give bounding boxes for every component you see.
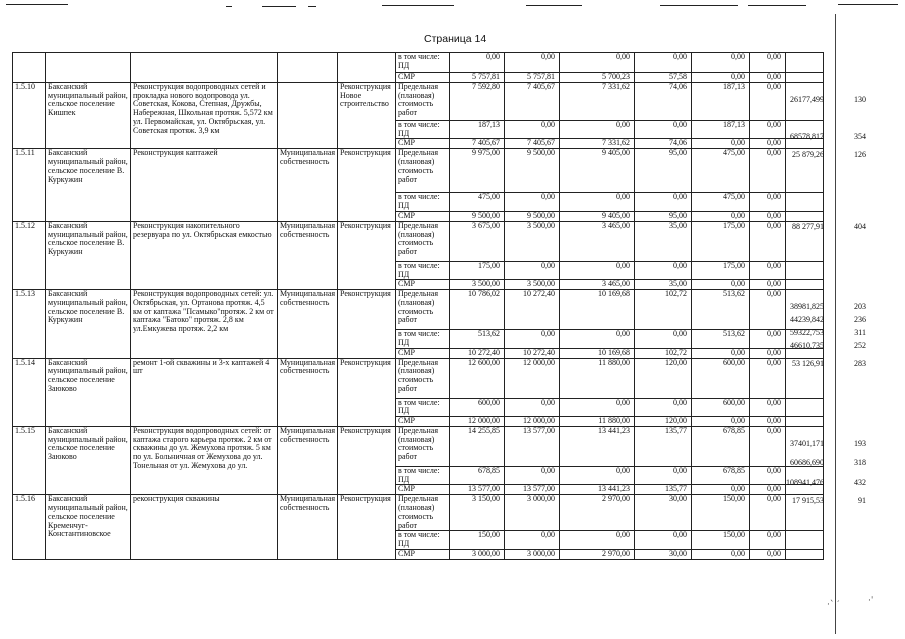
value-cell: 175,00 bbox=[450, 261, 505, 279]
smr-label: СМР bbox=[396, 139, 450, 149]
budget-table bbox=[12, 52, 824, 560]
pd-label: в том числе: ПД bbox=[396, 398, 450, 416]
cost-label: Предельная (плановая) стоимость работ bbox=[396, 358, 450, 398]
margin-total: 25 879,26 bbox=[792, 149, 824, 159]
scan-mark bbox=[262, 6, 296, 7]
margin-total: 44239,842 bbox=[790, 314, 824, 324]
value-cell: 0,00 bbox=[505, 53, 560, 73]
value-cell: 0,00 bbox=[505, 531, 560, 549]
value-cell: 0,00 bbox=[750, 417, 786, 427]
value-cell: 0,00 bbox=[560, 193, 635, 211]
project-cost-row bbox=[13, 221, 824, 261]
blank-cell bbox=[786, 398, 824, 416]
margin-code: 126 bbox=[854, 149, 866, 159]
scan-mark bbox=[660, 5, 738, 6]
value-cell: 0,00 bbox=[635, 53, 692, 73]
scan-mark bbox=[838, 4, 898, 5]
margin-code: 311 bbox=[854, 328, 866, 337]
work-type: Реконструкция bbox=[338, 495, 396, 559]
margin-total: 60686,690 bbox=[790, 458, 824, 468]
value-cell: 0,00 bbox=[635, 330, 692, 348]
value-cell: 120,00 bbox=[635, 417, 692, 427]
blank-cell bbox=[786, 280, 824, 290]
value-cell: 0,00 bbox=[750, 83, 786, 121]
value-cell: 10 272,40 bbox=[450, 348, 505, 358]
value-cell: 678,85 bbox=[450, 467, 505, 485]
value-cell: 35,00 bbox=[635, 280, 692, 290]
value-cell: 30,00 bbox=[635, 495, 692, 531]
pd-label: в том числе: ПД bbox=[396, 121, 450, 139]
ownership-type: Муниципальная собственность bbox=[278, 290, 338, 358]
pd-label: в том числе: ПД bbox=[396, 531, 450, 549]
value-cell: 678,85 bbox=[692, 427, 750, 467]
value-cell: 9 500,00 bbox=[505, 149, 560, 193]
margin-rule bbox=[835, 14, 836, 634]
value-cell: 7 331,62 bbox=[560, 139, 635, 149]
value-cell: 0,00 bbox=[635, 121, 692, 139]
margin-total: 46610,735 bbox=[790, 341, 824, 351]
ownership-type bbox=[278, 83, 338, 149]
value-cell: 0,00 bbox=[750, 221, 786, 261]
pd-label: в том числе: ПД bbox=[396, 330, 450, 348]
work-type: Реконструкция bbox=[338, 427, 396, 495]
project-cost-row bbox=[13, 358, 824, 398]
ownership-type: Муниципальная собственность bbox=[278, 221, 338, 289]
municipality-cell bbox=[46, 53, 131, 83]
value-cell: 13 441,23 bbox=[560, 485, 635, 495]
work-type: Реконструкция bbox=[338, 221, 396, 289]
row-label: в том числе: ПД bbox=[396, 53, 450, 73]
value-cell: 678,85 bbox=[692, 467, 750, 485]
object-description: Реконструкция водопроводных сетей и прокладка нового водопровода ул. Советская, Кокова, Степная, Дружбы, Набережная, Школьная протяж. 5,572 км ул. Первомайская, ул. Октябрьская, ул. Советская протяж. 3,9 км bbox=[131, 83, 278, 149]
value-cell: 0,00 bbox=[692, 280, 750, 290]
smr-label: СМР bbox=[396, 211, 450, 221]
project-cost-row bbox=[13, 83, 824, 121]
carryover-row bbox=[13, 53, 824, 73]
value-cell: 0,00 bbox=[750, 485, 786, 495]
scan-mark bbox=[526, 5, 582, 6]
smr-label: СМР bbox=[396, 417, 450, 427]
value-cell: 187,13 bbox=[450, 121, 505, 139]
cost-label: Предельная (плановая) стоимость работ bbox=[396, 427, 450, 467]
project-cost-row bbox=[13, 427, 824, 467]
value-cell: 14 255,85 bbox=[450, 427, 505, 467]
value-cell: 0,00 bbox=[692, 549, 750, 559]
pd-label: в том числе: ПД bbox=[396, 193, 450, 211]
value-cell: 0,00 bbox=[505, 398, 560, 416]
value-cell: 3 150,00 bbox=[450, 495, 505, 531]
value-cell: 0,00 bbox=[505, 330, 560, 348]
value-cell: 0,00 bbox=[750, 193, 786, 211]
value-cell: 102,72 bbox=[635, 290, 692, 330]
value-cell: 10 169,68 bbox=[560, 348, 635, 358]
value-cell: 0,00 bbox=[750, 330, 786, 348]
margin-total: 38981,825 bbox=[790, 301, 824, 311]
value-cell: 0,00 bbox=[505, 193, 560, 211]
project-number: 1.5.13 bbox=[13, 290, 46, 358]
value-cell: 13 577,00 bbox=[505, 427, 560, 467]
value-cell: 12 000,00 bbox=[505, 358, 560, 398]
value-cell: 9 500,00 bbox=[505, 211, 560, 221]
project-number: 1.5.10 bbox=[13, 83, 46, 149]
value-cell: 0,00 bbox=[560, 330, 635, 348]
work-type: Реконструкция Новое строительство bbox=[338, 83, 396, 149]
value-cell: 3 465,00 bbox=[560, 221, 635, 261]
value-cell: 0,00 bbox=[750, 290, 786, 330]
object-description: Реконструкция водопроводных сетей: от каптажа старого карьера протяж. 2 км от скважины до ул. Жемухова протяж. 5 км по ул. Больничная от Жемухова до ул. Тонельная от ул. Жемухова до ул. bbox=[131, 427, 278, 495]
value-cell: 0,00 bbox=[560, 467, 635, 485]
value-cell: 95,00 bbox=[635, 149, 692, 193]
cost-label: Предельная (плановая) стоимость работ bbox=[396, 290, 450, 330]
value-cell: 600,00 bbox=[692, 358, 750, 398]
value-cell: 0,00 bbox=[505, 467, 560, 485]
value-cell: 9 975,00 bbox=[450, 149, 505, 193]
scan-smudge: ·ˋ ′ bbox=[827, 600, 840, 610]
value-cell: 0,00 bbox=[750, 531, 786, 549]
blank-cell bbox=[786, 193, 824, 211]
value-cell: 175,00 bbox=[692, 261, 750, 279]
scan-mark bbox=[6, 4, 68, 5]
project-cost-row bbox=[13, 290, 824, 330]
value-cell: 0,00 bbox=[750, 348, 786, 358]
value-cell: 0,00 bbox=[560, 398, 635, 416]
value-cell: 2 970,00 bbox=[560, 549, 635, 559]
margin-code: 318 bbox=[854, 458, 866, 468]
ownership-type: Муниципальная собственность bbox=[278, 149, 338, 221]
value-cell: 0,00 bbox=[560, 121, 635, 139]
margin-code: 203 bbox=[854, 301, 866, 311]
value-cell: 7 592,80 bbox=[450, 83, 505, 121]
municipality-name: Баксанский муниципальный район, сельское поселение В. Куркужин bbox=[46, 221, 131, 289]
value-cell: 10 272,40 bbox=[505, 348, 560, 358]
value-cell: 0,00 bbox=[692, 53, 750, 73]
margin-code: 91 bbox=[858, 495, 866, 505]
value-cell: 0,00 bbox=[635, 467, 692, 485]
value-cell: 0,00 bbox=[635, 398, 692, 416]
municipality-name: Баксанский муниципальный район, сельское поселение В. Куркужин bbox=[46, 149, 131, 221]
value-cell: 57,58 bbox=[635, 73, 692, 83]
value-cell: 0,00 bbox=[750, 261, 786, 279]
work-type: Реконструкция bbox=[338, 149, 396, 221]
value-cell: 9 500,00 bbox=[450, 211, 505, 221]
worktype-cell bbox=[338, 53, 396, 83]
value-cell: 3 675,00 bbox=[450, 221, 505, 261]
value-cell: 0,00 bbox=[635, 193, 692, 211]
work-type: Реконструкция bbox=[338, 358, 396, 426]
smr-label: СМР bbox=[396, 280, 450, 290]
cost-label: Предельная (плановая) стоимость работ bbox=[396, 221, 450, 261]
municipality-name: Баксанский муниципальный район, сельское поселение Заюково bbox=[46, 358, 131, 426]
value-cell: 3 465,00 bbox=[560, 280, 635, 290]
value-cell: 0,00 bbox=[692, 139, 750, 149]
value-cell: 0,00 bbox=[505, 121, 560, 139]
value-cell: 0,00 bbox=[560, 261, 635, 279]
cost-label: Предельная (плановая) стоимость работ bbox=[396, 149, 450, 193]
value-cell: 9 405,00 bbox=[560, 149, 635, 193]
value-cell: 0,00 bbox=[750, 211, 786, 221]
object-description: ремонт 1-ой скважины и 3-х каптажей 4 шт bbox=[131, 358, 278, 426]
num-cell bbox=[13, 53, 46, 83]
margin-total: 17 915,53 bbox=[792, 495, 824, 505]
value-cell: 13 577,00 bbox=[450, 485, 505, 495]
value-cell: 10 272,40 bbox=[505, 290, 560, 330]
value-cell: 0,00 bbox=[750, 549, 786, 559]
object-description: Реконструкция накопительного резервуара по ул. Октябрьская емкостью bbox=[131, 221, 278, 289]
value-cell: 135,77 bbox=[635, 485, 692, 495]
value-cell: 0,00 bbox=[635, 261, 692, 279]
margin-code: 130 bbox=[854, 94, 866, 104]
project-cost-row bbox=[13, 495, 824, 531]
value-cell: 0,00 bbox=[750, 398, 786, 416]
value-cell: 0,00 bbox=[750, 149, 786, 193]
object-cell bbox=[131, 53, 278, 83]
value-cell: 135,77 bbox=[635, 427, 692, 467]
value-cell: 3 500,00 bbox=[505, 221, 560, 261]
value-cell: 0,00 bbox=[750, 121, 786, 139]
value-cell: 513,62 bbox=[450, 330, 505, 348]
value-cell: 7 331,62 bbox=[560, 83, 635, 121]
value-cell: 0,00 bbox=[692, 485, 750, 495]
value-cell: 3 000,00 bbox=[450, 549, 505, 559]
value-cell: 150,00 bbox=[692, 531, 750, 549]
page-number: Страница 14 bbox=[424, 33, 487, 45]
municipality-name: Баксанский муниципальный район, сельское поселение В. Куркужин bbox=[46, 290, 131, 358]
scan-mark bbox=[382, 5, 454, 6]
value-cell: 7 405,67 bbox=[505, 139, 560, 149]
margin-code: 236 bbox=[854, 314, 866, 324]
value-cell: 5 757,81 bbox=[450, 73, 505, 83]
project-cost-row bbox=[13, 149, 824, 193]
smr-label: СМР bbox=[396, 348, 450, 358]
value-cell: 12 000,00 bbox=[505, 417, 560, 427]
value-cell: 150,00 bbox=[450, 531, 505, 549]
value-cell: 475,00 bbox=[692, 149, 750, 193]
margin-code: 193 bbox=[854, 438, 866, 448]
value-cell: 0,00 bbox=[692, 73, 750, 83]
value-cell: 0,00 bbox=[750, 358, 786, 398]
value-cell: 3 500,00 bbox=[505, 280, 560, 290]
value-cell: 10 169,68 bbox=[560, 290, 635, 330]
value-cell: 475,00 bbox=[692, 193, 750, 211]
value-cell: 2 970,00 bbox=[560, 495, 635, 531]
margin-code: 404 bbox=[854, 222, 866, 232]
value-cell: 10 786,02 bbox=[450, 290, 505, 330]
value-cell: 12 000,00 bbox=[450, 417, 505, 427]
scan-mark bbox=[226, 6, 232, 7]
margin-total: 26177,499 bbox=[790, 94, 824, 104]
value-cell: 3 000,00 bbox=[505, 549, 560, 559]
project-number: 1.5.16 bbox=[13, 495, 46, 559]
value-cell: 0,00 bbox=[750, 53, 786, 73]
project-number: 1.5.14 bbox=[13, 358, 46, 426]
work-type: Реконструкция bbox=[338, 290, 396, 358]
margin-total: 88 277,91 bbox=[792, 222, 824, 232]
blank-cell bbox=[786, 73, 824, 83]
value-cell: 600,00 bbox=[692, 398, 750, 416]
pd-label: в том числе: ПД bbox=[396, 261, 450, 279]
municipality-name: Баксанский муниципальный район, сельское поселение Заюково bbox=[46, 427, 131, 495]
blank-cell bbox=[786, 261, 824, 279]
value-cell: 74,06 bbox=[635, 83, 692, 121]
value-cell: 5 757,81 bbox=[505, 73, 560, 83]
value-cell: 102,72 bbox=[635, 348, 692, 358]
value-cell: 95,00 bbox=[635, 211, 692, 221]
value-cell: 3 000,00 bbox=[505, 495, 560, 531]
value-cell: 7 405,67 bbox=[450, 139, 505, 149]
value-cell: 513,62 bbox=[692, 290, 750, 330]
value-cell: 0,00 bbox=[750, 139, 786, 149]
blank-cell bbox=[786, 417, 824, 427]
ownership-type: Муниципальная собственность bbox=[278, 495, 338, 559]
value-cell: 12 600,00 bbox=[450, 358, 505, 398]
margin-total: 59322,753 bbox=[790, 328, 824, 337]
value-cell: 0,00 bbox=[692, 348, 750, 358]
value-cell: 0,00 bbox=[505, 261, 560, 279]
value-cell: 0,00 bbox=[750, 73, 786, 83]
value-cell: 11 880,00 bbox=[560, 417, 635, 427]
row-label: СМР bbox=[396, 73, 450, 83]
value-cell: 9 405,00 bbox=[560, 211, 635, 221]
cost-label: Предельная (плановая) стоимость работ bbox=[396, 83, 450, 121]
value-cell: 0,00 bbox=[750, 495, 786, 531]
value-cell: 513,62 bbox=[692, 330, 750, 348]
project-number: 1.5.12 bbox=[13, 221, 46, 289]
cost-label: Предельная (плановая) стоимость работ bbox=[396, 495, 450, 531]
project-number: 1.5.15 bbox=[13, 427, 46, 495]
blank-cell bbox=[786, 549, 824, 559]
value-cell: 0,00 bbox=[750, 427, 786, 467]
margin-code: 354 bbox=[854, 132, 866, 142]
ownership-type: Муниципальная собственность bbox=[278, 427, 338, 495]
ownership-cell bbox=[278, 53, 338, 83]
municipality-name: Баксанский муниципальный район, сельское поселение Кишпек bbox=[46, 83, 131, 149]
value-cell: 35,00 bbox=[635, 221, 692, 261]
value-cell: 187,13 bbox=[692, 121, 750, 139]
value-cell: 7 405,67 bbox=[505, 83, 560, 121]
margin-code: 432 bbox=[854, 478, 866, 487]
pd-label: в том числе: ПД bbox=[396, 467, 450, 485]
margin-total: 108941,476 bbox=[786, 478, 824, 487]
municipality-name: Баксанский муниципальный район, сельское поселение Кременчуг-Константиновское bbox=[46, 495, 131, 559]
value-cell: 11 880,00 bbox=[560, 358, 635, 398]
value-cell: 475,00 bbox=[450, 193, 505, 211]
object-description: Реконструкция каптажей bbox=[131, 149, 278, 221]
value-cell: 13 441,23 bbox=[560, 427, 635, 467]
value-cell: 0,00 bbox=[560, 531, 635, 549]
scan-mark bbox=[748, 5, 806, 6]
value-cell: 0,00 bbox=[692, 211, 750, 221]
object-description: Реконструкция водопроводных сетей: ул. Октябрьская, ул. Ортанова протяж. 4,5 км от каптажа "Псамыко"протяж. 2 км от каптажа "Батоко" протяж. 2,8 км ул.Емкужева протяж. 2,2 км bbox=[131, 290, 278, 358]
value-cell: 0,00 bbox=[450, 53, 505, 73]
blank-cell bbox=[786, 211, 824, 221]
margin-code: 283 bbox=[854, 359, 866, 369]
margin-total: 53 126,91 bbox=[792, 359, 824, 369]
value-cell: 600,00 bbox=[450, 398, 505, 416]
scan-mark bbox=[308, 6, 316, 7]
value-cell: 3 500,00 bbox=[450, 280, 505, 290]
value-cell: 0,00 bbox=[750, 280, 786, 290]
blank-cell bbox=[786, 53, 824, 73]
value-cell: 150,00 bbox=[692, 495, 750, 531]
object-description: реконструкция скважины bbox=[131, 495, 278, 559]
value-cell: 0,00 bbox=[635, 531, 692, 549]
value-cell: 13 577,00 bbox=[505, 485, 560, 495]
value-cell: 175,00 bbox=[692, 221, 750, 261]
scan-smudge: ·ˈ bbox=[868, 596, 874, 606]
value-cell: 120,00 bbox=[635, 358, 692, 398]
value-cell: 187,13 bbox=[692, 83, 750, 121]
value-cell: 0,00 bbox=[560, 53, 635, 73]
blank-cell bbox=[786, 531, 824, 549]
smr-label: СМР bbox=[396, 485, 450, 495]
project-number: 1.5.11 bbox=[13, 149, 46, 221]
value-cell: 74,06 bbox=[635, 139, 692, 149]
value-cell: 30,00 bbox=[635, 549, 692, 559]
margin-total: 68578,817 bbox=[790, 132, 824, 142]
value-cell: 0,00 bbox=[692, 417, 750, 427]
value-cell: 0,00 bbox=[750, 467, 786, 485]
value-cell: 5 700,23 bbox=[560, 73, 635, 83]
ownership-type: Муниципальная собственность bbox=[278, 358, 338, 426]
margin-code: 252 bbox=[854, 341, 866, 351]
smr-label: СМР bbox=[396, 549, 450, 559]
margin-total: 37401,171 bbox=[790, 438, 824, 448]
